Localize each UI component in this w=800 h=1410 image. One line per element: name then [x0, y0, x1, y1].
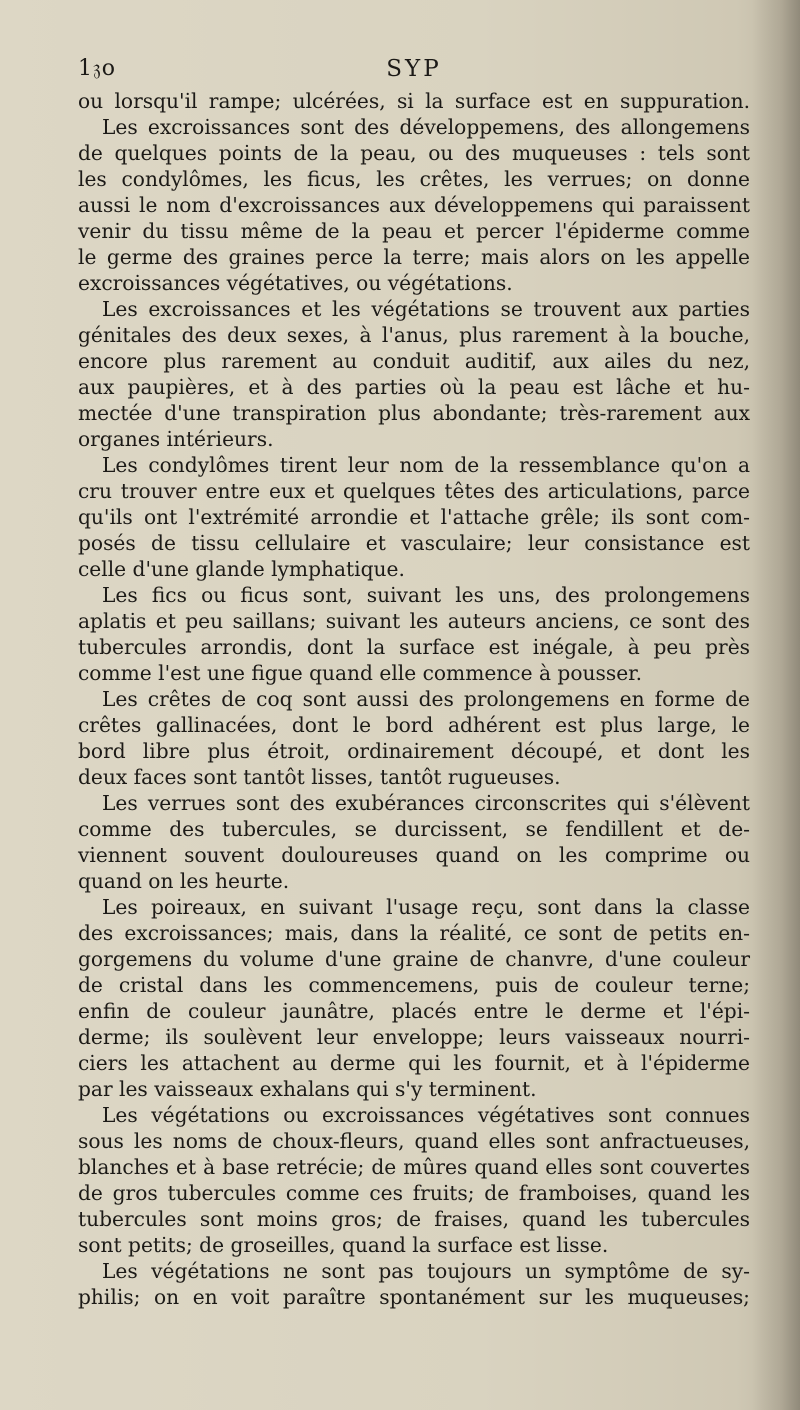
text-line: Les poireaux, en suivant l'usage reçu, sont dans la classe — [102, 895, 750, 919]
text-line: derme; ils soulèvent leur enveloppe; leurs vaisseaux nourri- — [78, 1025, 750, 1049]
page-header — [78, 56, 750, 86]
text-line: bord libre plus étroit, ordinairement découpé, et dont les — [78, 739, 750, 763]
text-line: Les fics ou ficus sont, suivant les uns, des prolongemens — [102, 583, 750, 607]
text-line: encore plus rarement au conduit auditif, aux ailes du nez, — [78, 349, 750, 373]
text-line: Les excroissances sont des développemens, des allongemens — [102, 115, 750, 139]
text-line: de gros tubercules comme ces fruits; de framboises, quand les — [78, 1181, 750, 1205]
text-line: comme des tubercules, se durcissent, se fendillent et de- — [78, 817, 750, 841]
text-line: ou lorsqu'il rampe; ulcérées, si la surface est en suppuration. — [78, 89, 750, 113]
text-line: Les condylômes tirent leur nom de la ressemblance qu'on a — [102, 453, 750, 477]
text-line: philis; on en voit paraître spontanément sur les muqueuses; — [78, 1285, 750, 1309]
text-line: tubercules sont moins gros; de fraises, quand les tubercules — [78, 1207, 750, 1231]
text-line: de cristal dans les commencemens, puis de couleur terne; — [78, 973, 750, 997]
text-line: ciers les attachent au derme qui les fournit, et à l'épiderme — [78, 1051, 750, 1075]
text-line: les condylômes, les ficus, les crêtes, les verrues; on donne — [78, 167, 750, 191]
text-line: crêtes gallinacées, dont le bord adhérent est plus large, le — [78, 713, 750, 737]
text-line: génitales des deux sexes, à l'anus, plus rarement à la bouche, — [78, 323, 750, 347]
text-line: sont petits; de groseilles, quand la surface est lisse. — [78, 1233, 609, 1257]
body-text — [78, 88, 750, 1310]
text-line: organes intérieurs. — [78, 427, 274, 451]
text-line: tubercules arrondis, dont la surface est inégale, à peu près — [78, 635, 750, 659]
text-line: venir du tissu même de la peau et percer l'épiderme comme — [78, 219, 750, 243]
text-line: comme l'est une figue quand elle commence à pousser. — [78, 661, 643, 685]
text-line: Les crêtes de coq sont aussi des prolongemens en forme de — [102, 687, 750, 711]
text-line: viennent souvent douloureuses quand on les comprime ou — [78, 843, 750, 867]
text-line: quand on les heurte. — [78, 869, 290, 893]
text-line: gorgemens du volume d'une graine de chanvre, d'une couleur — [78, 947, 750, 971]
text-line: celle d'une glande lymphatique. — [78, 557, 405, 581]
text-line: qu'ils ont l'extrémité arrondie et l'attache grêle; ils sont com- — [78, 505, 750, 529]
text-line: Les excroissances et les végétations se trouvent aux parties — [102, 297, 750, 321]
text-line: excroissances végétatives, ou végétations. — [78, 271, 513, 295]
text-line: des excroissances; mais, dans la réalité, ce sont de petits en- — [78, 921, 750, 945]
text-line: aplatis et peu saillans; suivant les auteurs anciens, ce sont des — [78, 609, 750, 633]
text-line: aux paupières, et à des parties où la peau est lâche et hu- — [78, 375, 750, 399]
text-line: Les verrues sont des exubérances circonscrites qui s'élèvent — [102, 791, 750, 815]
text-line: de quelques points de la peau, ou des muqueuses : tels sont — [78, 141, 750, 165]
text-line: par les vaisseaux exhalans qui s'y terminent. — [78, 1077, 537, 1101]
page-edge-shadow — [752, 0, 800, 1410]
page-number: 1𝔷o — [78, 56, 117, 81]
text-line: posés de tissu cellulaire et vasculaire; leur consistance est — [78, 531, 750, 555]
text-line: enfin de couleur jaunâtre, placés entre le derme et l'épi- — [78, 999, 750, 1023]
text-line: aussi le nom d'excroissances aux développemens qui paraissent — [78, 193, 750, 217]
text-line: deux faces sont tantôt lisses, tantôt rugueuses. — [78, 765, 561, 789]
text-line: Les végétations ne sont pas toujours un symptôme de sy- — [102, 1259, 750, 1283]
running-head: SYP — [386, 56, 442, 82]
text-line: sous les noms de choux-fleurs, quand elles sont anfractueuses, — [78, 1129, 750, 1153]
text-line: mectée d'une transpiration plus abondante; très-rarement aux — [78, 401, 750, 425]
text-line: cru trouver entre eux et quelques têtes des articulations, parce — [78, 479, 750, 503]
text-line: blanches et à base retrécie; de mûres quand elles sont couvertes — [78, 1155, 750, 1179]
text-line: le germe des graines perce la terre; mais alors on les appelle — [78, 245, 750, 269]
text-line: Les végétations ou excroissances végétatives sont connues — [102, 1103, 750, 1127]
